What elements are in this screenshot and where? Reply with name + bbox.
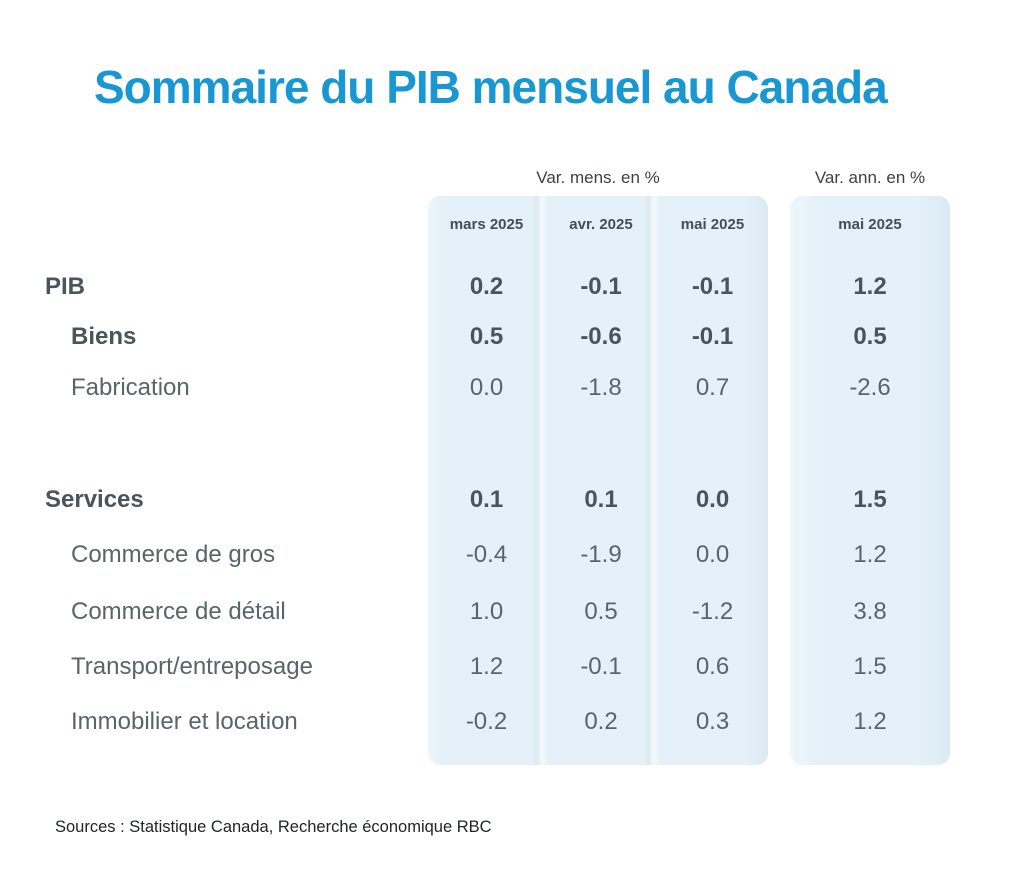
row-label: Biens	[71, 323, 137, 350]
cell-value: -1.2	[691, 598, 734, 625]
cell-value: 1.5	[853, 486, 887, 513]
cell-value: 0.6	[695, 653, 730, 680]
cell-value: 1.5	[853, 653, 887, 680]
cell-value: 1.0	[469, 598, 504, 625]
table-row	[0, 482, 1023, 518]
cell-value: 0.2	[469, 273, 504, 300]
cell-value: 0.5	[853, 323, 887, 350]
cell-value: 0.0	[695, 486, 730, 513]
table-row	[0, 370, 1023, 406]
cell-value: -0.1	[691, 273, 734, 300]
table-row	[0, 537, 1023, 573]
source-note: Sources : Statistique Canada, Recherche économique RBC	[55, 818, 492, 836]
cell-value: 1.2	[853, 541, 887, 568]
cell-value: 0.1	[469, 486, 504, 513]
cell-value: 1.2	[853, 708, 887, 735]
cell-value: 0.3	[695, 708, 730, 735]
cell-value: 0.7	[695, 374, 730, 401]
cell-value: 1.2	[853, 273, 887, 300]
row-label: Transport/entreposage	[71, 653, 313, 680]
page-title: Sommaire du PIB mensuel au Canada	[94, 61, 887, 113]
row-label: Immobilier et location	[71, 708, 298, 735]
row-label: Fabrication	[71, 374, 190, 401]
cell-value: -1.9	[580, 541, 622, 568]
table-row	[0, 269, 1023, 305]
table-row	[0, 319, 1023, 355]
cell-value: -2.6	[849, 374, 891, 401]
column-header-mars-2025: mars 2025	[449, 216, 524, 233]
row-label: Services	[45, 486, 144, 513]
cell-value: -0.6	[580, 323, 622, 350]
row-label: Commerce de détail	[71, 598, 286, 625]
cell-value: 0.0	[469, 374, 504, 401]
column-header-mai-2025: mai 2025	[680, 216, 745, 233]
cell-value: 0.2	[584, 708, 618, 735]
cell-value: -0.1	[580, 653, 622, 680]
cell-value: 3.8	[853, 598, 887, 625]
row-label: PIB	[45, 273, 86, 300]
column-header-avr-2025: avr. 2025	[569, 216, 633, 233]
cell-value: -0.1	[691, 323, 734, 350]
cell-value: 1.2	[469, 653, 504, 680]
column-group-header-annual: Var. ann. en %	[814, 168, 926, 187]
cell-value: -0.1	[580, 273, 622, 300]
column-header-mai-2025-annual: mai 2025	[838, 216, 902, 233]
cell-value: 0.1	[584, 486, 618, 513]
cell-value: 0.5	[584, 598, 618, 625]
cell-value: -1.8	[580, 374, 622, 401]
cell-value: 0.0	[695, 541, 730, 568]
cell-value: -0.4	[465, 541, 508, 568]
table-row	[0, 704, 1023, 740]
cell-value: 0.5	[469, 323, 504, 350]
column-group-header-monthly: Var. mens. en %	[536, 168, 660, 187]
table-row	[0, 594, 1023, 630]
table-row	[0, 649, 1023, 685]
cell-value: -0.2	[465, 708, 508, 735]
row-label: Commerce de gros	[71, 541, 276, 568]
